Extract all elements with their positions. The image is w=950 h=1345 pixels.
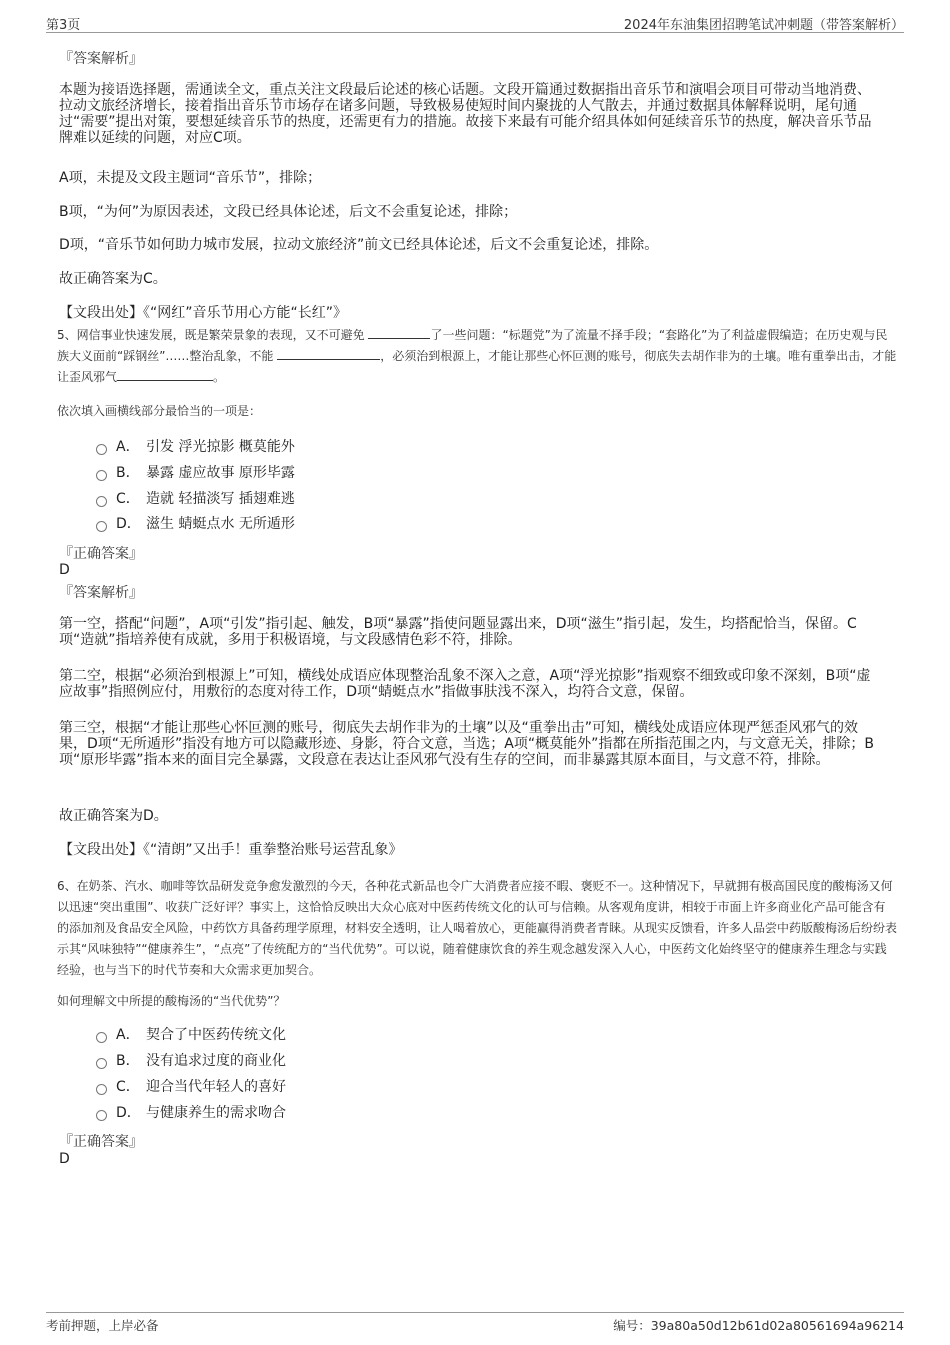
q5-option-d[interactable]: D． 滋生 蜻蜓点水 无所遁形 <box>96 512 295 534</box>
analysis-label: 『答案解析』 <box>59 585 143 601</box>
q4-option-a-note: A项，未提及文段主题词“音乐节”，排除； <box>59 170 322 186</box>
document-title: 2024年东油集团招聘笔试冲刺题（带答案解析） <box>623 18 904 33</box>
q5-prompt: 依次填入画横线部分最恰当的一项是： <box>57 404 262 418</box>
radio-icon[interactable] <box>96 496 107 507</box>
q5-option-b[interactable]: B． 暴露 虚应故事 原形毕露 <box>96 461 295 483</box>
q4-source: 【文段出处】《“网红”音乐节用心方能“长红”》 <box>59 305 348 321</box>
q6-answer: D <box>59 1151 70 1167</box>
radio-icon[interactable] <box>96 1032 107 1043</box>
blank-3 <box>117 368 213 381</box>
q5-analysis-1: 第一空，搭配“问题”，A项“引发”指引起、触发，B项“暴露”指使问题显露出来，D项“滋生”指引起，发生，均搭配恰当，保留。C项“造就”指培养使有成就，多用于积极语境，与文段感情色彩不符，排除。 <box>59 616 857 648</box>
radio-icon[interactable] <box>96 470 107 481</box>
analysis-label: 『答案解析』 <box>59 51 143 67</box>
blank-1 <box>368 326 430 339</box>
q4-option-b-note: B项，“为何”为原因表述，文段已经具体论述，后文不会重复论述，排除； <box>59 204 518 220</box>
footer-serial: 编号：39a80a50d12b61d02a80561694a96214 <box>613 1318 904 1333</box>
q6-question: 6、在奶茶、汽水、咖啡等饮品研发竞争愈发激烈的今天，各种花式新品也令广大消费者应接不暇、褒贬不一。这种情况下，早就拥有极高国民度的酸梅汤又何以迅速“突出重围”、收获广泛好评？事实上，这恰恰反映出大众心底对中医药传统文化的认可与信赖。从客观角度讲，相较于市面上许多商业化产品可能含有的添加剂及食品安全风险，中药饮方具备药理学原理，材料安全透明，让人喝着放心，更能赢得消费者青睐。从现实反馈看，许多人品尝中药版酸梅汤后纷纷表示其“风味独特”“健康养生”，“点亮”了传统配方的“当代优势”。可以说，随着健康饮食的养生观念越发深入人心，中医药文化始终坚守的健康养生理念与实践经验，也与当下的时代节奏和大众需求更加契合。 <box>57 879 898 977</box>
q6-option-d[interactable]: D． 与健康养生的需求吻合 <box>96 1101 286 1123</box>
q5-option-a[interactable]: A． 引发 浮光掠影 概莫能外 <box>96 435 295 457</box>
page-header <box>46 12 904 33</box>
page-number: 第3页 <box>46 18 81 33</box>
q6-prompt: 如何理解文中所提的酸梅汤的“当代优势”？ <box>57 994 286 1008</box>
q6-option-b[interactable]: B． 没有追求过度的商业化 <box>96 1049 286 1071</box>
radio-icon[interactable] <box>96 1084 107 1095</box>
blank-2 <box>277 347 380 360</box>
correct-answer-label: 『正确答案』 <box>59 1134 143 1150</box>
q5-answer: D <box>59 562 70 578</box>
radio-icon[interactable] <box>96 1058 107 1069</box>
correct-answer-label: 『正确答案』 <box>59 546 143 562</box>
radio-icon[interactable] <box>96 1110 107 1121</box>
q6-option-c[interactable]: C． 迎合当代年轻人的喜好 <box>96 1075 286 1097</box>
q5-source: 【文段出处】《“清朗”又出手！重拳整治账号运营乱象》 <box>59 842 403 858</box>
q5-analysis-2: 第二空，根据“必须治到根源上”可知，横线处成语应体现整治乱象不深入之意，A项“浮光掠影”指观察不细致或印象不深刻，B项“虚应故事”指照例应付，用敷衍的态度对待工作，D项“蜻蜓点水”指做事肤浅不深入，均符合文意，保留。 <box>59 668 871 700</box>
radio-icon[interactable] <box>96 444 107 455</box>
radio-icon[interactable] <box>96 521 107 532</box>
page-footer <box>46 1312 904 1333</box>
q4-analysis: 本题为接语选择题，需通读全文，重点关注文段最后论述的核心话题。文段开篇通过数据指出音乐节和演唱会项目可带动当地消费、拉动文旅经济增长，接着指出音乐节市场存在诸多问题，导致极易使短时间内聚拢的人气散去，并通过数据具体解释说明，尾句通过“需要”提出对策，要想延续音乐节的热度，还需更有力的措施。故接下来最有可能介绍具体如何延续音乐节的热度，解决音乐节品牌难以延续的问题，对应C项。 <box>59 82 872 146</box>
q5-analysis-3: 第三空，根据“才能让那些心怀叵测的账号，彻底失去胡作非为的土壤”以及“重拳出击”可知，横线处成语应体现严惩歪风邪气的效果，D项“无所遁形”指没有地方可以隐藏形迹、身影，符合文意，当选；A项“概莫能外”指都在所指范围之内，与文意无关，排除；B项“原形毕露”指本来的面目完全暴露，文段意在表达让歪风邪气没有生存的空间，而非暴露其原本面目，与文意不符，排除。 <box>59 720 874 768</box>
footer-slogan: 考前押题，上岸必备 <box>46 1318 159 1333</box>
q4-option-d-note: D项，“音乐节如何助力城市发展，拉动文旅经济”前文已经具体论述，后文不会重复论述，排除。 <box>59 237 659 253</box>
q4-conclusion: 故正确答案为C。 <box>59 271 167 287</box>
q5-question: 5、网信事业快速发展，既是繁荣景象的表现，又不可避免 了一些问题：“标题党”为了流量不择手段；“套路化”为了利益虚假编造；在历史观与民族大义面前“踩钢丝”……整治乱象，不能 ，必须治到根源上，才能让那些心怀叵测的账号，彻底失去胡作非为的土壤。唯有重拳出击，才能让歪风邪气 。 <box>57 328 897 384</box>
q5-option-c[interactable]: C． 造就 轻描淡写 插翅难逃 <box>96 487 295 509</box>
q6-option-a[interactable]: A． 契合了中医药传统文化 <box>96 1023 286 1045</box>
q5-conclusion: 故正确答案为D。 <box>59 808 168 824</box>
